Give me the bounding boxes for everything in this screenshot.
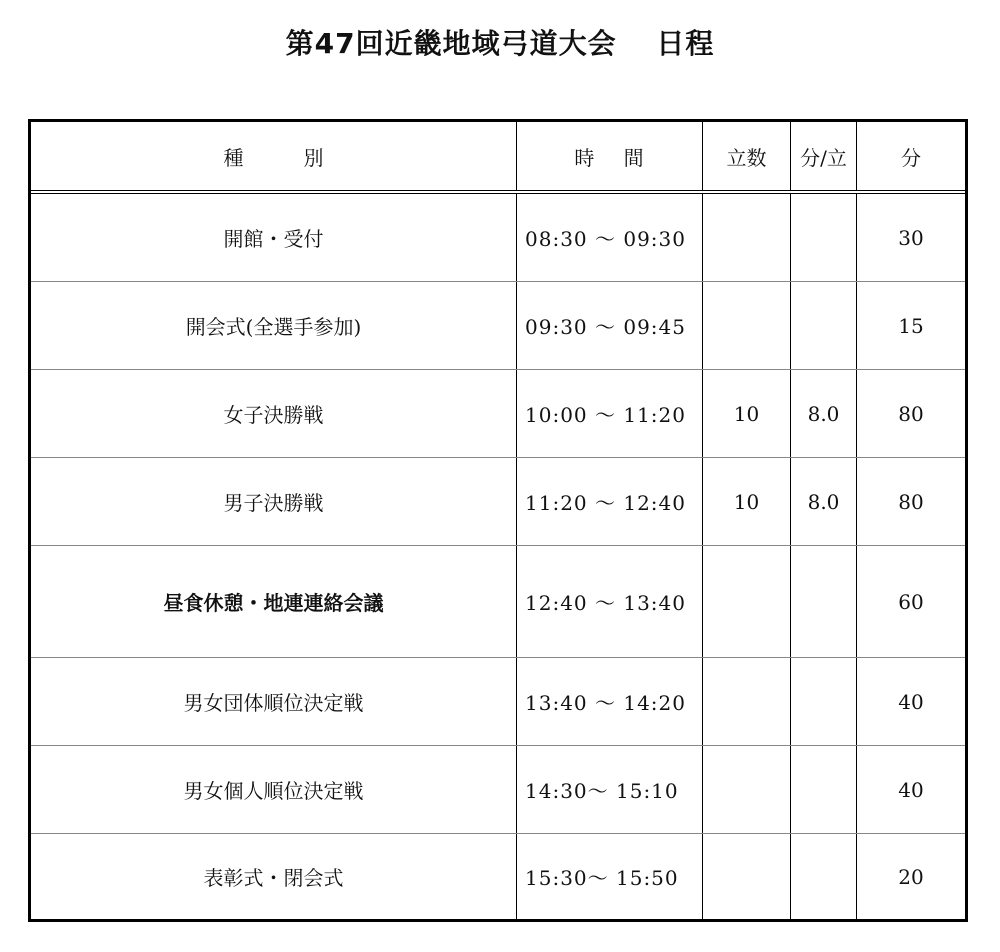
- cell-type: 男子決勝戦: [31, 458, 517, 545]
- table-row: [31, 546, 965, 658]
- cell-type: 表彰式・閉会式: [31, 834, 517, 919]
- cell-type: 開館・受付: [31, 194, 517, 281]
- cell-minutes: 30: [898, 225, 924, 250]
- table-row: [31, 458, 965, 546]
- header-time: 時 間: [517, 122, 703, 190]
- cell-time: 09:30 ～ 09:45: [517, 282, 703, 369]
- cell-time: 13:40 ～ 14:20: [517, 658, 703, 745]
- cell-tachi: [703, 658, 791, 745]
- cell-per-tachi: 8.0: [791, 370, 857, 457]
- header-tachi: 立数: [703, 122, 791, 190]
- cell-per-tachi: [791, 746, 857, 833]
- cell-time: 11:20 ～ 12:40: [517, 458, 703, 545]
- cell-tachi: [703, 282, 791, 369]
- cell-type: 男女団体順位決定戦: [31, 658, 517, 745]
- schedule-table: [28, 119, 968, 922]
- cell-per-tachi: [791, 658, 857, 745]
- cell-tachi: 10: [703, 458, 791, 545]
- cell-per-tachi: [791, 282, 857, 369]
- cell-minutes: 20: [898, 864, 924, 889]
- cell-per-tachi: [791, 194, 857, 281]
- page-title: 第47回近畿地域弓道大会 日程: [285, 27, 715, 60]
- table-row: [31, 370, 965, 458]
- table-row: [31, 834, 965, 919]
- table-row: [31, 282, 965, 370]
- table-row: [31, 746, 965, 834]
- table-row: [31, 658, 965, 746]
- table-row: [31, 194, 965, 282]
- cell-per-tachi: [791, 546, 857, 657]
- cell-minutes: 40: [898, 689, 924, 714]
- cell-tachi: [703, 194, 791, 281]
- cell-tachi: [703, 746, 791, 833]
- cell-type: 女子決勝戦: [31, 370, 517, 457]
- cell-time: 08:30 ～ 09:30: [517, 194, 703, 281]
- header-type: 種 別: [31, 122, 517, 190]
- table-header: [31, 122, 965, 194]
- header-per-tachi: 分/立: [791, 122, 857, 190]
- cell-per-tachi: [791, 834, 857, 919]
- cell-minutes: 80: [898, 489, 924, 514]
- cell-per-tachi: 8.0: [791, 458, 857, 545]
- cell-tachi: [703, 546, 791, 657]
- cell-time: 12:40 ～ 13:40: [517, 546, 703, 657]
- cell-time: 14:30～ 15:10: [517, 746, 703, 833]
- cell-time: 15:30～ 15:50: [517, 834, 703, 919]
- cell-minutes: 40: [898, 777, 924, 802]
- cell-tachi: [703, 834, 791, 919]
- cell-minutes: 80: [898, 401, 924, 426]
- cell-type: 開会式(全選手参加): [31, 282, 517, 369]
- cell-type: 昼食休憩・地連連絡会議: [31, 546, 517, 657]
- cell-type: 男女個人順位決定戦: [31, 746, 517, 833]
- cell-minutes: 60: [898, 589, 924, 614]
- header-minutes: 分: [901, 145, 921, 170]
- cell-minutes: 15: [898, 313, 924, 338]
- cell-time: 10:00 ～ 11:20: [517, 370, 703, 457]
- cell-tachi: 10: [703, 370, 791, 457]
